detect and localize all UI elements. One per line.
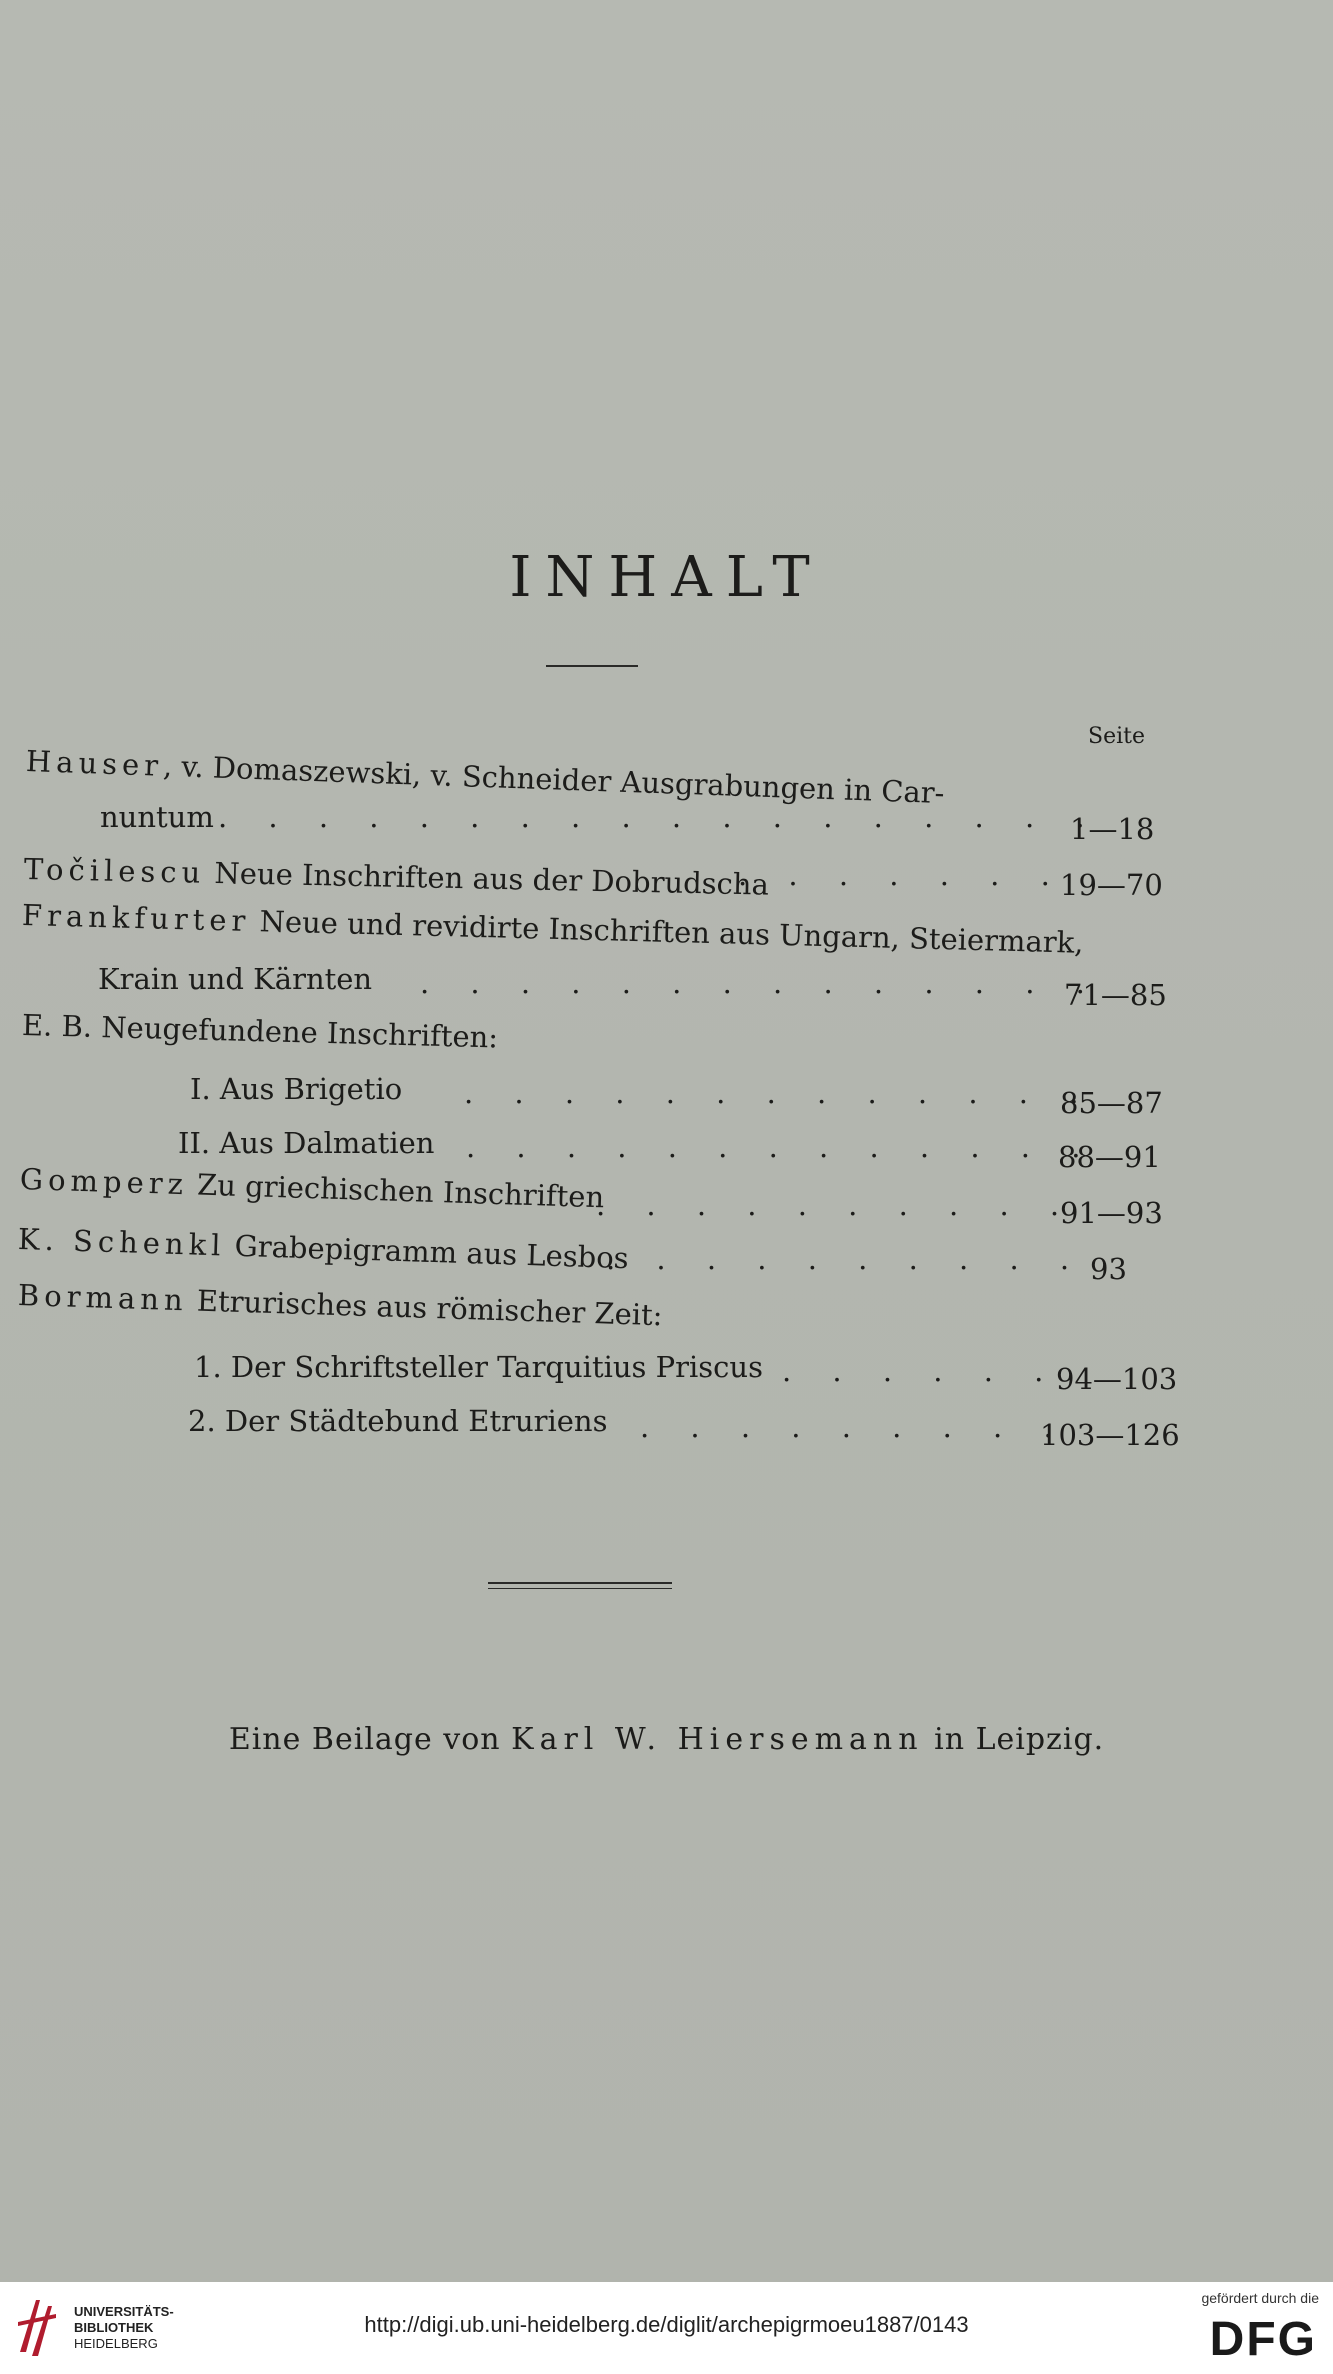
entry-author: Frankfurter	[21, 898, 251, 938]
entry-author: E. B.	[21, 1008, 93, 1044]
leader-dots: . . . . . . . . . .	[596, 1188, 1076, 1222]
page-title: INHALT	[509, 545, 824, 610]
leader-dots: . . . . . . . . . .	[606, 1242, 1086, 1276]
entry-author: Hauser	[25, 744, 164, 783]
leader-dots: . . . . . . . . . . . . . . . . . .	[218, 800, 1101, 834]
entry-title: Neugefundene Inschriften:	[91, 1009, 499, 1055]
entry-author: Bormann	[17, 1278, 189, 1318]
note-text: Eine Beilage von	[228, 1722, 512, 1757]
supplement-note	[0, 1722, 1333, 1757]
library-name: UNIVERSITÄTS- BIBLIOTHEK HEIDELBERG	[74, 2304, 174, 2351]
toc-entry-eb	[22, 1008, 499, 1054]
toc-subentry: I. Aus Brigetio	[190, 1072, 403, 1106]
entry-pages: 88—91	[1058, 1140, 1161, 1174]
dfg-logo: DFG	[1209, 2313, 1317, 2366]
funding-note: gefördert durch die	[1201, 2290, 1319, 2306]
leader-dots: . . . . . . .	[738, 858, 1066, 892]
leader-dots: . . . . . .	[782, 1354, 1060, 1388]
entry-pages: 71—85	[1064, 978, 1167, 1012]
toc-entry-tocilescu	[24, 852, 770, 902]
entry-pages: 93	[1090, 1252, 1127, 1286]
entry-pages: 103—126	[1040, 1418, 1180, 1452]
entry-title: , v. Domaszewski, v. Schneider Ausgrabungen in Car-	[162, 748, 946, 811]
leader-dots: . . . . . . . . . . . . . .	[420, 966, 1101, 1000]
entry-title: Grabepigramm aus Lesbos	[224, 1228, 630, 1276]
leader-dots: . . . . . . . . . . . . .	[466, 1130, 1097, 1164]
section-rule	[488, 1582, 672, 1584]
note-publisher: Karl W. Hiersemann	[511, 1722, 924, 1757]
digitization-footer	[0, 2282, 1333, 2374]
note-text: in Leipzig.	[923, 1722, 1105, 1757]
source-url-link[interactable]: http://digi.ub.uni-heidelberg.de/diglit/archepigrmoeu1887/0143	[364, 2312, 969, 2337]
entry-author: Gomperz	[19, 1162, 189, 1202]
toc-entry-frankfurter-cont: Krain und Kärnten	[98, 962, 373, 996]
toc-subentry: 1. Der Schriftsteller Tarquitius Priscus	[194, 1350, 763, 1384]
entry-author: Točilescu	[23, 852, 206, 890]
toc-entry-frankfurter	[22, 898, 1084, 960]
toc-entry-gomperz	[19, 1162, 604, 1214]
leader-dots: . . . . . . . . . . . . .	[464, 1076, 1095, 1110]
entry-title: Etrurisches aus römischer Zeit:	[187, 1283, 664, 1333]
entry-title: Zu griechischen Inschriften	[187, 1167, 605, 1215]
toc-entry-hauser-cont: nuntum	[100, 800, 214, 834]
leader-dots: . . . . . . . . .	[640, 1410, 1069, 1444]
section-rule	[488, 1588, 672, 1589]
entry-pages: 85—87	[1060, 1086, 1163, 1120]
entry-title: Neue und revidirte Inschriften aus Ungarn, Steiermark,	[249, 903, 1084, 960]
toc-entry-bormann	[17, 1278, 663, 1332]
entry-pages: 91—93	[1060, 1196, 1163, 1230]
entry-title: Neue Inschriften aus der Dobrudscha	[204, 855, 770, 902]
toc-subentry: 2. Der Städtebund Etruriens	[188, 1404, 608, 1438]
entry-pages: 94—103	[1056, 1362, 1178, 1396]
page-column-header: Seite	[1088, 724, 1145, 749]
entry-pages: 19—70	[1060, 868, 1163, 902]
entry-author: K. Schenkl	[17, 1222, 227, 1263]
entry-pages: 1—18	[1070, 812, 1155, 846]
toc-subentry: II. Aus Dalmatien	[178, 1126, 435, 1160]
toc-entry-schenkl	[17, 1222, 629, 1275]
